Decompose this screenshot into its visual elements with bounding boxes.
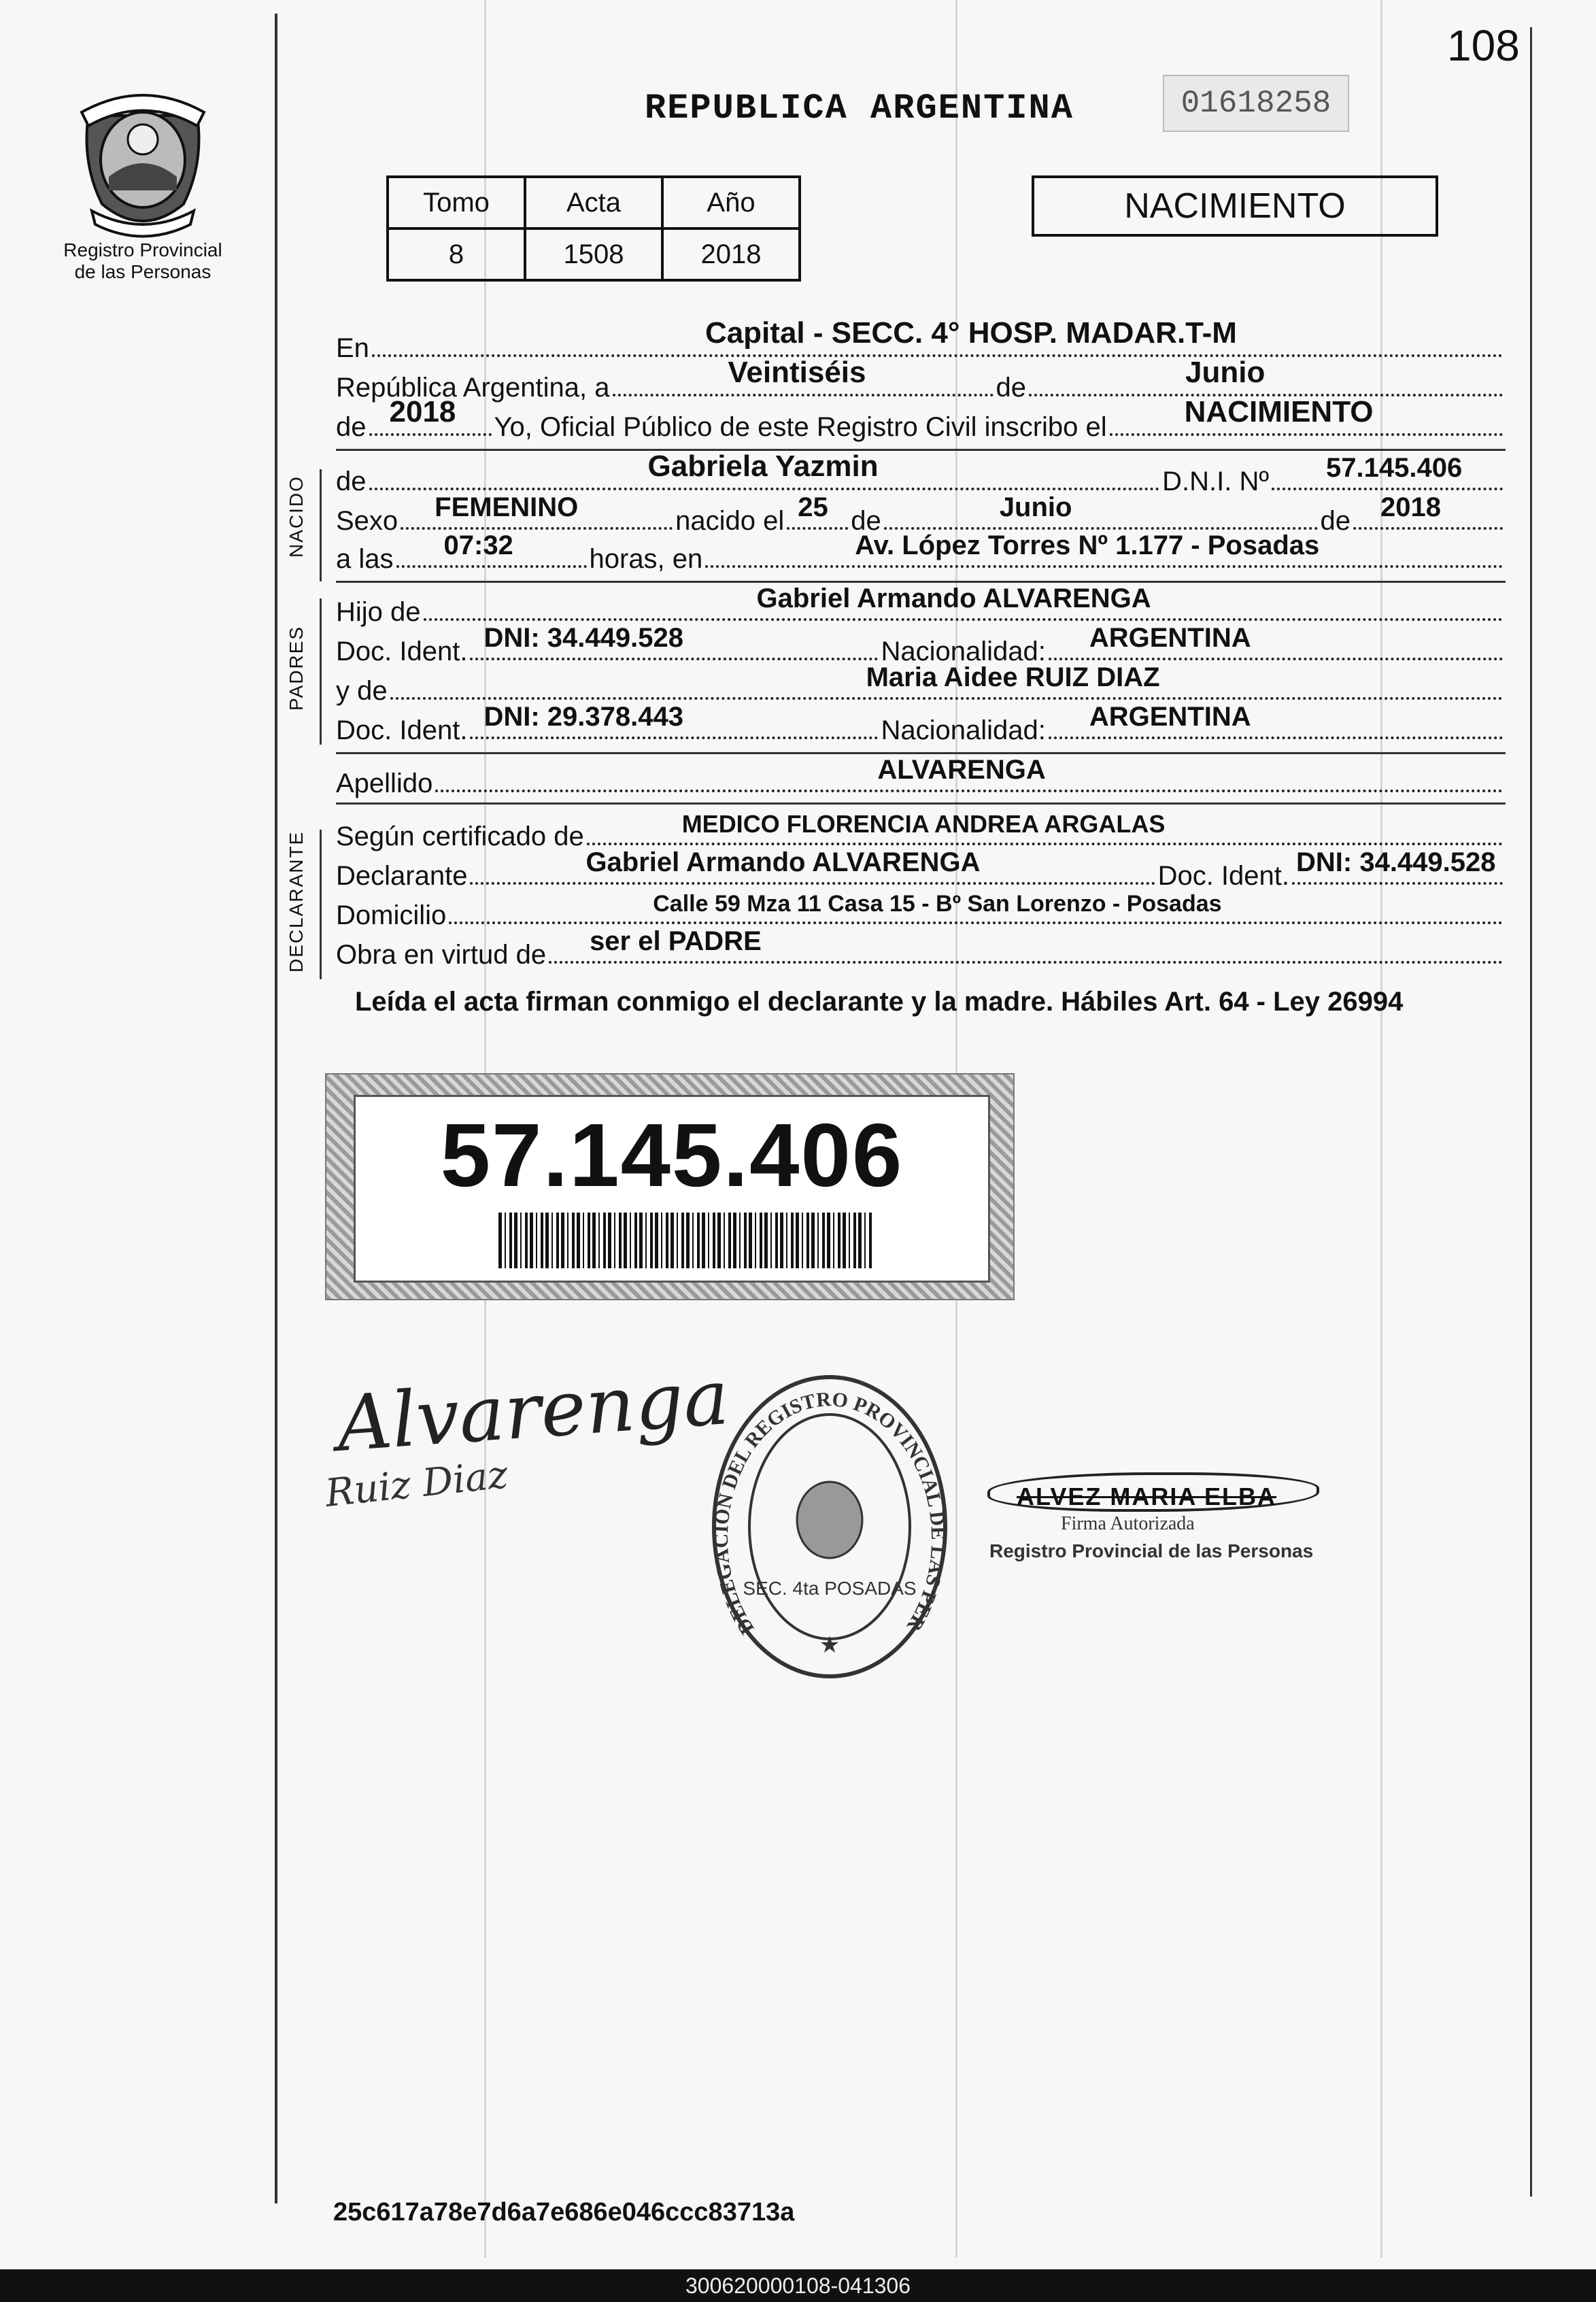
label-de-2: de [336,412,367,442]
label-yo-inscribo: Yo, Oficial Público de este Registro Civil inscribo el [494,412,1107,442]
registry-name-line1: Registro Provincial [63,239,222,260]
label-y-de: y de [336,676,388,706]
province-seal [68,75,218,238]
label-horas-en: horas, en [589,544,703,574]
label-dni: D.N.I. Nº [1162,467,1269,496]
label-republica: República Argentina, a [336,373,610,403]
value-nac-anio: 2018 [1380,492,1441,522]
label-nacionalidad: Nacionalidad: [881,637,1046,666]
left-margin-line [275,14,277,2203]
value-domicilio: Calle 59 Mza 11 Casa 15 - Bº San Lorenzo - Posadas [653,891,1222,917]
signature-declarante: Alvarenga [334,1353,732,1469]
authorized-org: Registro Provincial de las Personas [989,1540,1314,1561]
value-dia-letras: Veintiséis [728,356,866,389]
nacido-bracket [320,469,322,581]
label-de-mes: de [851,506,881,536]
field-lugar [336,316,1506,364]
side-label-nacido: NACIDO [286,475,307,558]
dni-box [325,1073,1015,1300]
table-value-anio: 2018 [662,228,800,280]
registry-table-header [388,177,800,228]
table-header-anio: Año [662,177,800,228]
label-de-anio: de [1320,506,1351,536]
registry-name-line2: de las Personas [74,261,211,282]
padres-bracket [320,598,322,745]
value-lugar: Capital - SECC. 4° HOSP. MADAR.T-M [704,316,1237,350]
field-obra [336,926,1506,970]
declarante-bracket [320,830,322,979]
label-en: En [336,333,369,363]
registry-table-values [388,228,800,280]
value-nac-mes: Junio [999,492,1072,522]
label-sexo: Sexo [336,506,398,536]
value-mes: Junio [1185,356,1266,389]
table-value-tomo: 8 [388,228,525,280]
value-padre-doc: DNI: 34.449.528 [483,623,683,653]
label-nacionalidad-2: Nacionalidad: [881,715,1046,745]
dni-box-number: 57.145.406 [440,1105,904,1205]
document-hash: 25c617a78e7d6a7e686e046ccc83713a [333,2198,795,2227]
value-anio: 2018 [389,395,456,428]
field-madre-doc [336,702,1506,746]
side-label-padres: PADRES [286,625,307,711]
label-de: de [996,373,1026,403]
stamp-inner-text: SEC. 4ta POSADAS [743,1578,917,1599]
label-domicilio: Domicilio [336,900,447,930]
signature-madre: Ruiz Diaz [323,1453,510,1516]
label-obra-en-virtud: Obra en virtud de [336,940,547,970]
label-a-las: a las [336,544,394,574]
registry-table [386,175,801,282]
value-apellido: ALVARENGA [877,755,1046,785]
label-hijo-de: Hijo de [336,597,421,627]
value-madre-nac: ARGENTINA [1089,702,1251,732]
value-declarante-doc: DNI: 34.449.528 [1296,847,1496,877]
svg-text:★: ★ [819,1632,841,1658]
label-de-nombre: de [336,467,367,496]
label-doc-ident-2: Doc. Ident. [336,715,468,745]
footer-id: 300620000108-041306 [685,2273,911,2298]
footer-bar [0,2269,1596,2302]
table-header-tomo: Tomo [388,177,525,228]
value-sexo: FEMENINO [435,492,579,522]
authorized-name: ALVEZ MARIA ELBA [1017,1483,1276,1510]
value-nombre: Gabriela Yazmin [647,450,879,483]
table-header-acta: Acta [525,177,662,228]
value-obra: ser el PADRE [590,926,762,956]
registry-name [41,239,245,283]
serial-number: 01618258 [1163,75,1349,132]
dni-box-inner [354,1095,990,1283]
section-divider [336,752,1506,754]
field-hora [336,530,1506,575]
value-certificado: MEDICO FLORENCIA ANDREA ARGALAS [681,810,1166,838]
value-lugar-nac: Av. López Torres Nº 1.177 - Posadas [855,530,1320,560]
stamp-ring-text: DELEGACION DEL REGISTRO PROVINCIAL DE LAS PER [709,1388,950,1639]
barcode-icon [498,1213,872,1268]
value-hora: 07:32 [443,530,513,560]
official-stamp [707,1370,952,1683]
value-padre: Gabriel Armando ALVARENGA [756,583,1151,613]
field-apellido [336,755,1506,799]
country-title: REPUBLICA ARGENTINA [645,88,1074,129]
value-nac-dia: 25 [798,492,828,522]
right-margin-line [1530,27,1532,2197]
value-acto: NACIMIENTO [1184,395,1374,428]
label-doc-ident-3: Doc. Ident. [1157,861,1289,891]
value-declarante: Gabriel Armando ALVARENGA [585,847,981,877]
value-dni: 57.145.406 [1326,453,1463,483]
value-madre: Maria Aidee RUIZ DIAZ [866,662,1160,692]
authorized-role: Firma Autorizada [1061,1513,1195,1534]
field-domicilio [336,891,1506,931]
page-number: 108 [1447,21,1520,70]
label-nacido-el: nacido el [675,506,785,536]
section-divider [336,449,1506,451]
table-value-acta: 1508 [525,228,662,280]
field-declarante [336,847,1506,892]
section-divider [336,581,1506,583]
official-stamp-icon [707,1370,952,1683]
closing-note: Leída el acta firman conmigo el declarante y la madre. Hábiles Art. 64 - Ley 26994 [355,987,1404,1017]
side-label-declarante: DECLARANTE [286,830,307,972]
value-padre-nac: ARGENTINA [1089,623,1251,653]
province-seal-icon [68,75,218,238]
label-apellido: Apellido [336,768,433,798]
label-segun-certificado: Según certificado de [336,822,584,851]
field-anio-acto [336,395,1506,443]
label-doc-ident: Doc. Ident. [336,637,468,666]
label-declarante: Declarante [336,861,468,891]
section-divider [336,802,1506,805]
value-madre-doc: DNI: 29.378.443 [483,702,683,732]
document-type: NACIMIENTO [1032,175,1438,237]
